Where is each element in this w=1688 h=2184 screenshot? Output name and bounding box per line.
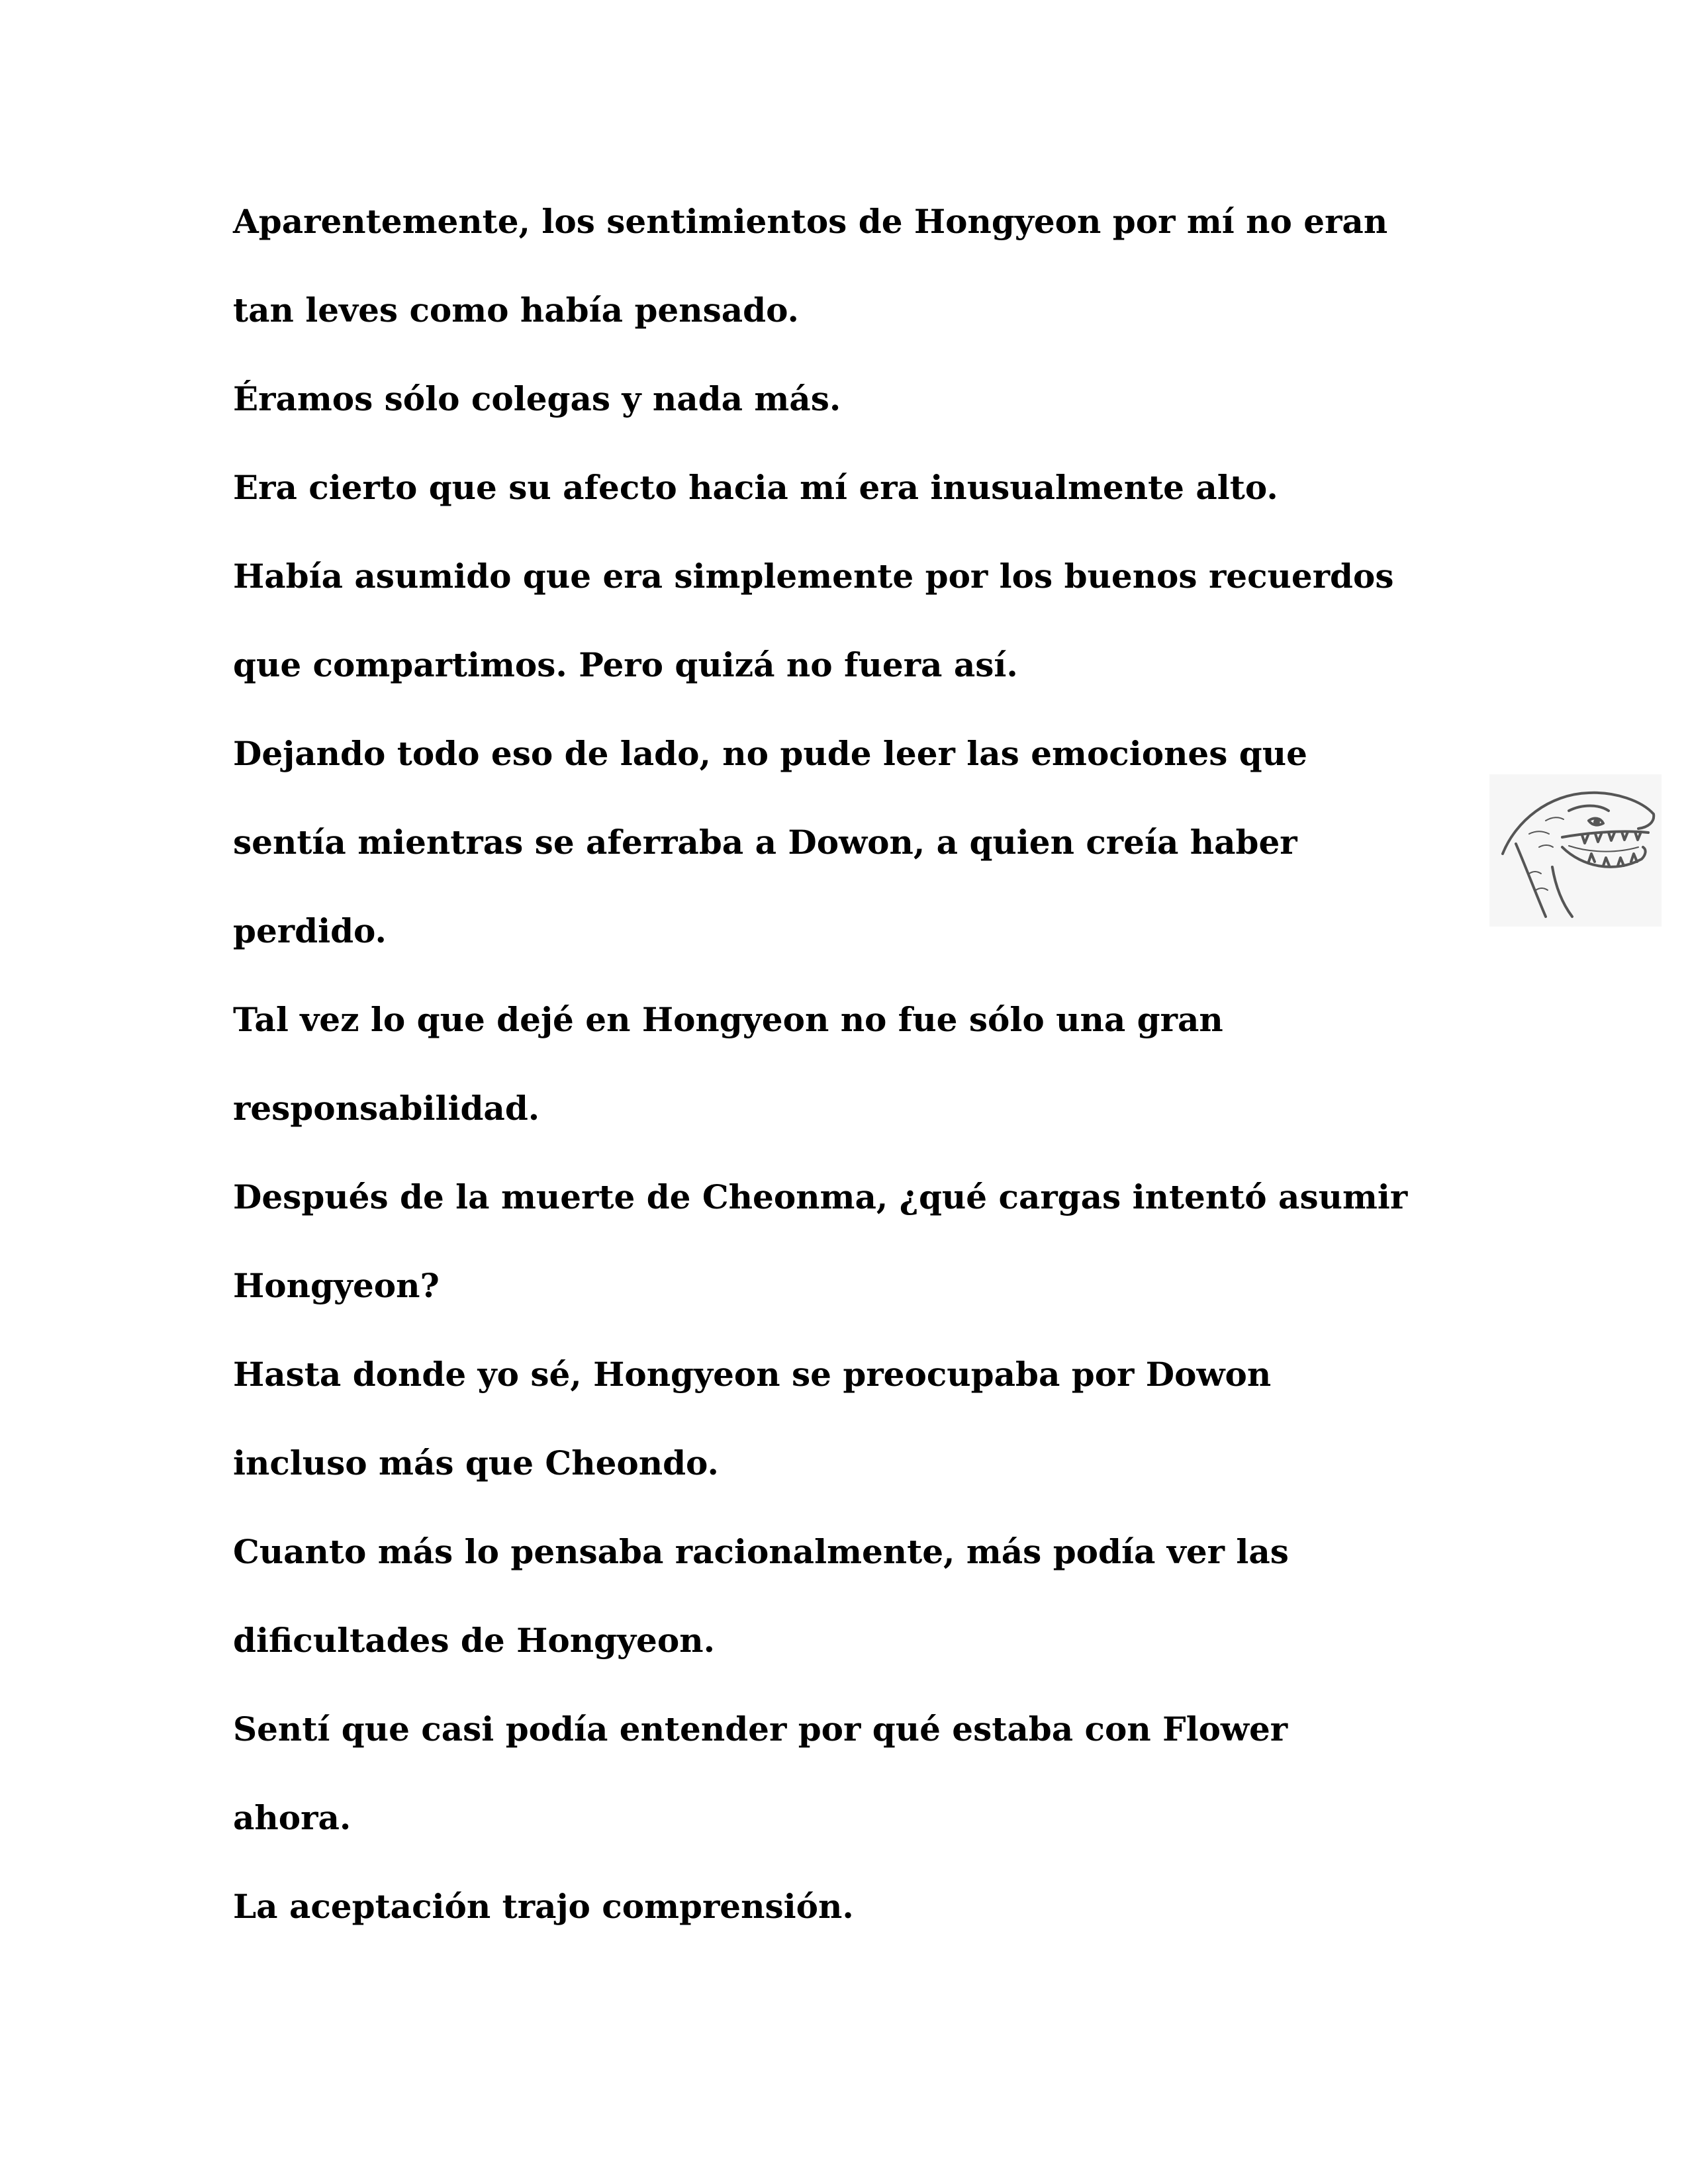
text-line: sentía mientras se aferraba a Dowon, a quien creía haber bbox=[233, 823, 1297, 862]
text-line: Sentí que casi podía entender por qué estaba con Flower bbox=[233, 1709, 1288, 1749]
text-line: Hasta donde yo sé, Hongyeon se preocupaba por Dowon bbox=[233, 1355, 1272, 1394]
text-line: Éramos sólo colegas y nada más. bbox=[233, 379, 841, 418]
text-line: Era cierto que su afecto hacia mí era inusualmente alto. bbox=[233, 468, 1278, 507]
text-line: Después de la muerte de Cheonma, ¿qué cargas intentó asumir bbox=[233, 1177, 1408, 1216]
text-line: ahora. bbox=[233, 1798, 352, 1837]
text-line: Aparentemente, los sentimientos de Hongyeon por mí no eran bbox=[233, 202, 1388, 241]
text-line: La aceptación trajo comprensión. bbox=[233, 1887, 854, 1926]
text-line: responsabilidad. bbox=[233, 1089, 540, 1128]
text-line: incluso más que Cheondo. bbox=[233, 1443, 719, 1482]
document-body bbox=[233, 177, 1491, 1951]
text-line: Hongyeon? bbox=[233, 1266, 440, 1305]
text-line: Cuanto más lo pensaba racionalmente, más podía ver las bbox=[233, 1532, 1289, 1571]
text-line: Tal vez lo que dejé en Hongyeon no fue sólo una gran bbox=[233, 1000, 1223, 1039]
text-line: Dejando todo eso de lado, no pude leer las emociones que bbox=[233, 734, 1307, 773]
text-line: tan leves como había pensado. bbox=[233, 291, 799, 330]
text-line: que compartimos. Pero quizá no fuera así. bbox=[233, 645, 1018, 684]
text-line: perdido. bbox=[233, 911, 387, 950]
dinosaur-head-sketch-icon bbox=[1489, 774, 1662, 927]
text-line: Había asumido que era simplemente por los buenos recuerdos bbox=[233, 557, 1394, 596]
text-line: dificultades de Hongyeon. bbox=[233, 1621, 715, 1660]
